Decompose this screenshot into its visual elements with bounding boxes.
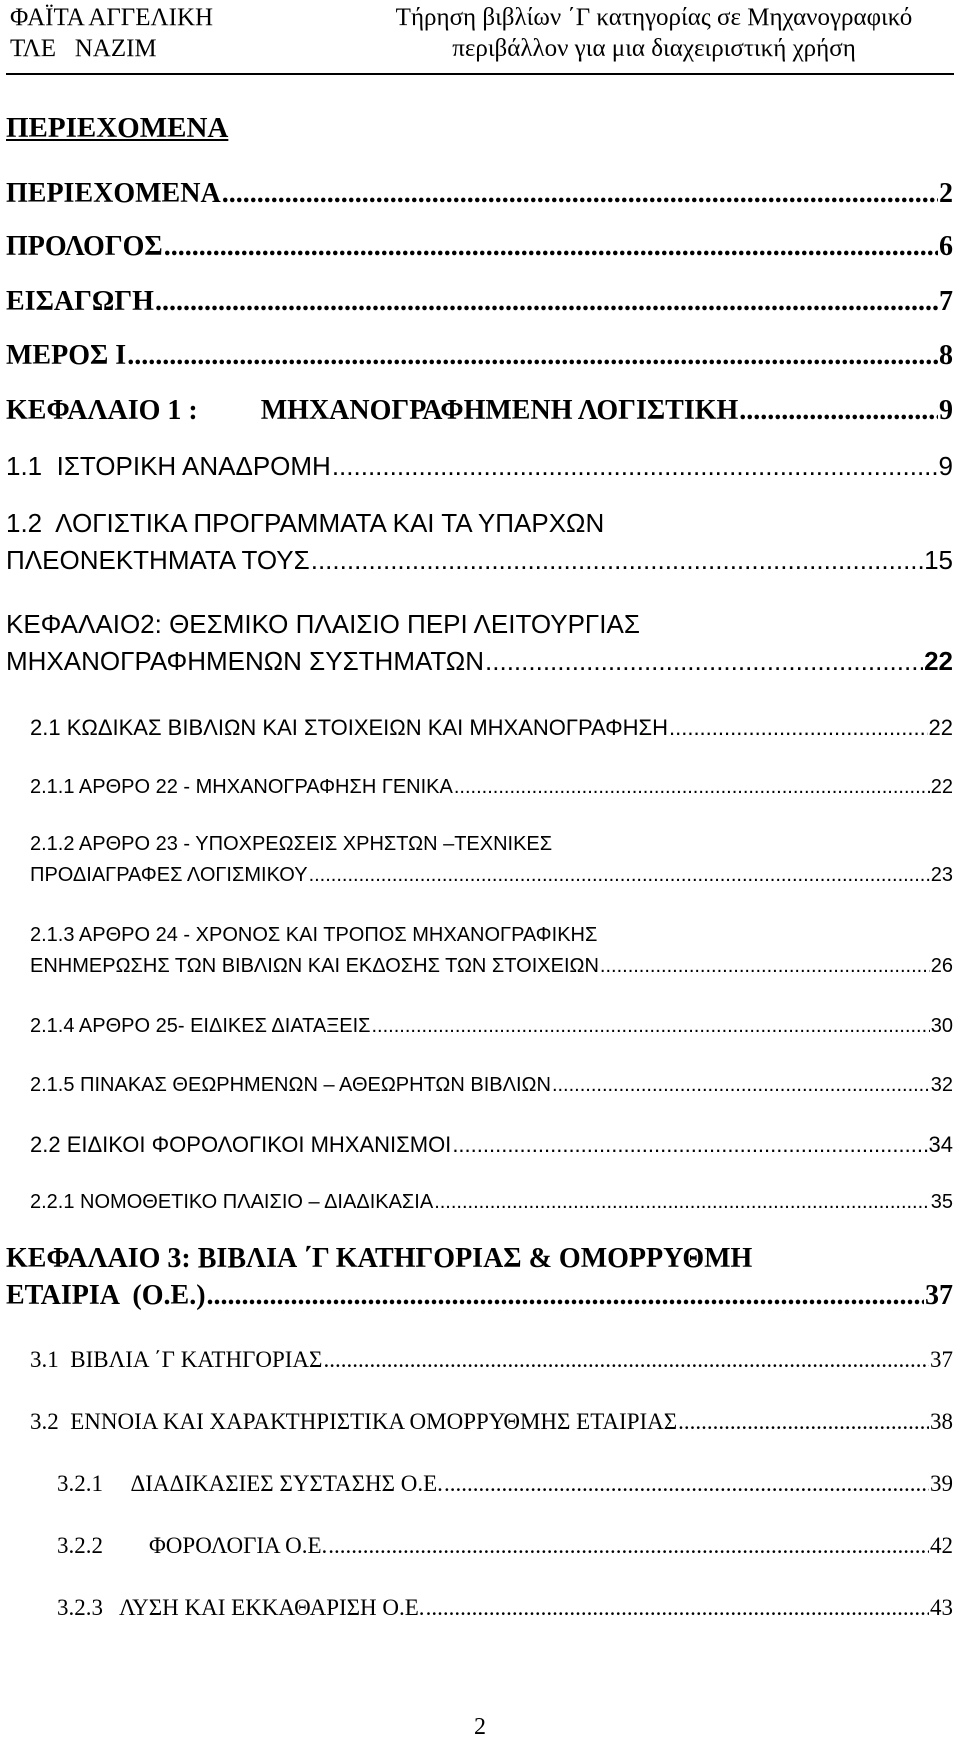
toc-entry-page: 23	[930, 864, 953, 886]
toc-entry[interactable]	[30, 1187, 953, 1218]
toc-entry-text: 2.1.5 ΠΙΝΑΚΑΣ ΘΕΩΡΗΜΕΝΩΝ – ΑΘΕΩΡΗΤΩΝ ΒΙΒΛΙΩΝ	[30, 1074, 551, 1096]
toc-entry-page: 43	[930, 1595, 953, 1620]
toc-entry-text: ΠΡΟΛΟΓΟΣ	[6, 231, 163, 262]
toc-entry-text-line1: 2.1.3 ΑΡΘΡΟ 24 - ΧΡΟΝΟΣ ΚΑΙ ΤΡΟΠΟΣ ΜΗΧΑΝΟΓΡΑΦΙΚΗΣ	[30, 924, 598, 946]
dot-leader	[485, 643, 923, 680]
toc-entry[interactable]	[6, 280, 953, 324]
toc-entry[interactable]	[30, 1345, 953, 1375]
toc-entry-text-line1: ΚΕΦΑΛΑΙΟ2: ΘΕΣΜΙΚΟ ΠΛΑΙΣΙΟ ΠΕΡΙ ΛΕΙΤΟΥΡΓΙΑΣ	[6, 609, 640, 639]
header-divider	[6, 73, 954, 75]
dot-leader	[332, 448, 938, 485]
toc-entry-page: 37	[930, 1347, 953, 1372]
dot-leader	[454, 772, 930, 803]
toc-entry-page: 37	[925, 1280, 953, 1311]
toc-entry-text-line1: 2.1.2 ΑΡΘΡΟ 23 - ΥΠΟΧΡΕΩΣΕΙΣ ΧΡΗΣΤΩΝ –ΤΕΧΝΙΚΕΣ	[30, 833, 553, 855]
dot-leader	[222, 172, 938, 216]
toc-entry-text: ΠΡΟΔΙΑΓΡΑΦΕΣ ΛΟΓΙΣΜΙΚΟΥ	[30, 864, 308, 886]
toc-entry-page: 15	[924, 545, 953, 575]
toc-entry[interactable]	[30, 920, 953, 982]
dot-leader	[372, 1011, 930, 1042]
dot-leader	[164, 225, 938, 269]
page-number: 2	[474, 1714, 486, 1740]
toc-entry[interactable]	[30, 711, 953, 744]
dot-leader	[678, 1407, 929, 1437]
toc-entry-text: 3.2 ΕΝΝΟΙΑ ΚΑΙ ΧΑΡΑΚΤΗΡΙΣΤΙΚΑ ΟΜΟΡΡΥΘΜΗΣ ΕΤΑΙΡΙΑΣ	[30, 1409, 678, 1434]
header-title	[356, 2, 952, 64]
toc-heading: ΠΕΡΙΕΧΟΜΕΝΑ	[6, 112, 229, 144]
toc-entry[interactable]	[6, 448, 953, 485]
toc-entry-text: ΜΕΡΟΣ Ι	[6, 340, 127, 371]
dot-leader	[739, 389, 938, 433]
dot-leader	[600, 951, 930, 982]
toc-entry[interactable]	[30, 1128, 953, 1161]
toc-entry-page: 26	[930, 955, 953, 977]
toc-entry[interactable]	[57, 1469, 953, 1499]
toc-entry-page: 39	[930, 1471, 953, 1496]
dot-leader	[127, 334, 938, 378]
dot-leader	[444, 1469, 929, 1499]
toc-entry-text: ΚΕΦΑΛΑΙΟ 1 : ΜΗΧΑΝΟΓΡΑΦΗΜΕΝΗ ΛΟΓΙΣΤΙΚΗ	[6, 395, 739, 426]
dot-leader	[323, 1345, 929, 1375]
toc-entry-page: 42	[930, 1533, 953, 1558]
toc-entry-text: 3.2.1 ΔΙΑΔΙΚΑΣΙΕΣ ΣΥΣΤΑΣΗΣ Ο.Ε.	[57, 1471, 443, 1496]
toc-entry-text: ΜΗΧΑΝΟΓΡΑΦΗΜΕΝΩΝ ΣΥΣΤΗΜΑΤΩΝ	[6, 646, 485, 676]
dot-leader	[434, 1187, 930, 1218]
header-author-line1: ΦΑΪΤΑ ΑΓΓΕΛΙΚΗ	[10, 4, 214, 31]
header-author	[10, 2, 213, 64]
toc-entry-page: 22	[924, 646, 953, 676]
toc-entry-text-line1: ΚΕΦΑΛΑΙΟ 3: ΒΙΒΛΙΑ ΄Γ ΚΑΤΗΓΟΡΙΑΣ & ΟΜΟΡΡΥΘΜΗ	[6, 1243, 753, 1274]
header-title-line2: περιβάλλον για μια διαχειριστική χρήση	[452, 35, 856, 62]
toc-entry[interactable]	[30, 1070, 953, 1101]
toc-entry[interactable]	[30, 1011, 953, 1042]
toc-entry[interactable]	[6, 606, 953, 680]
dot-leader	[426, 1593, 929, 1623]
toc-entry[interactable]	[30, 829, 953, 891]
toc-entry[interactable]	[57, 1531, 953, 1561]
dot-leader	[452, 1128, 927, 1161]
dot-leader	[669, 711, 928, 744]
toc-entry-text: ΕΤΑΙΡΙΑ (Ο.Ε.)	[6, 1280, 206, 1311]
toc-entry-text: 3.1 ΒΙΒΛΙΑ ΄Γ ΚΑΤΗΓΟΡΙΑΣ	[30, 1347, 323, 1372]
toc-entry[interactable]	[6, 172, 953, 216]
header-author-line2: ΤΛΕ ΝΑΖΙΜ	[10, 35, 157, 62]
toc-entry-text: 2.1.1 ΑΡΘΡΟ 22 - ΜΗΧΑΝΟΓΡΑΦΗΣΗ ΓΕΝΙΚΑ	[30, 776, 453, 798]
dot-leader	[309, 860, 930, 891]
dot-leader	[311, 542, 923, 579]
toc-entry-page: 2	[939, 178, 953, 209]
toc-entry[interactable]	[6, 225, 953, 269]
dot-leader	[328, 1531, 929, 1561]
toc-entry[interactable]	[6, 505, 953, 579]
toc-entry-text: ΠΕΡΙΕΧΟΜΕΝΑ	[6, 178, 221, 209]
toc-entry-text: ΕΙΣΑΓΩΓΗ	[6, 286, 154, 317]
toc-entry-text: 2.1.4 ΑΡΘΡΟ 25- ΕΙΔΙΚΕΣ ΔΙΑΤΑΞΕΙΣ	[30, 1015, 371, 1037]
toc-entry[interactable]	[6, 334, 953, 378]
toc-entry-page: 8	[939, 340, 953, 371]
toc-entry-text-line1: 1.2 ΛΟΓΙΣΤΙΚΑ ΠΡΟΓΡΑΜΜΑΤΑ ΚΑΙ ΤΑ ΥΠΑΡΧΩΝ	[6, 508, 605, 538]
toc-entry-page: 6	[939, 231, 953, 262]
dot-leader	[155, 280, 938, 324]
toc-entry-page: 22	[928, 715, 953, 740]
toc-entry-text: 3.2.3 ΛΥΣΗ ΚΑΙ ΕΚΚΑΘΑΡΙΣΗ Ο.Ε.	[57, 1595, 425, 1620]
toc-entry-text: ΠΛΕΟΝΕΚΤΗΜΑΤΑ ΤΟΥΣ	[6, 545, 310, 575]
toc-entry-page: 9	[938, 451, 953, 481]
dot-leader	[207, 1277, 924, 1314]
toc-entry[interactable]	[30, 1407, 953, 1437]
toc-entry-text: 3.2.2 ΦΟΡΟΛΟΓΙΑ Ο.Ε.	[57, 1533, 328, 1558]
toc-entry-page: 7	[939, 286, 953, 317]
toc-entry[interactable]	[6, 389, 953, 433]
toc-entry[interactable]	[6, 1240, 953, 1314]
toc-entry-page: 35	[930, 1191, 953, 1213]
header-title-line1: Τήρηση βιβλίων ΄Γ κατηγορίας σε Μηχανογραφικό	[395, 4, 913, 31]
toc-entry-text: 2.2 ΕΙΔΙΚΟΙ ΦΟΡΟΛΟΓΙΚΟΙ ΜΗΧΑΝΙΣΜΟΙ	[30, 1132, 452, 1157]
toc-entry-page: 22	[930, 776, 953, 798]
toc-entry-page: 34	[928, 1132, 953, 1157]
toc-entry-text: 2.2.1 ΝΟΜΟΘΕΤΙΚΟ ΠΛΑΙΣΙΟ – ΔΙΑΔΙΚΑΣΙΑ	[30, 1191, 434, 1213]
toc-entry-text: ΕΝΗΜΕΡΩΣΗΣ ΤΩΝ ΒΙΒΛΙΩΝ ΚΑΙ ΕΚΔΟΣΗΣ ΤΩΝ ΣΤΟΙΧΕΙΩΝ	[30, 955, 599, 977]
toc-entry-page: 9	[939, 395, 953, 426]
toc-entry-text: 2.1 ΚΩΔΙΚΑΣ ΒΙΒΛΙΩΝ ΚΑΙ ΣΤΟΙΧΕΙΩΝ ΚΑΙ ΜΗΧΑΝΟΓΡΑΦΗΣΗ	[30, 715, 668, 740]
toc-entry-text: 1.1 ΙΣΤΟΡΙΚΗ ΑΝΑΔΡΟΜΗ	[6, 451, 331, 481]
toc-entry-page: 32	[930, 1074, 953, 1096]
toc-entry-page: 30	[930, 1015, 953, 1037]
dot-leader	[552, 1070, 930, 1101]
toc-entry[interactable]	[57, 1593, 953, 1623]
toc-entry-page: 38	[930, 1409, 953, 1434]
toc-entry[interactable]	[30, 772, 953, 803]
